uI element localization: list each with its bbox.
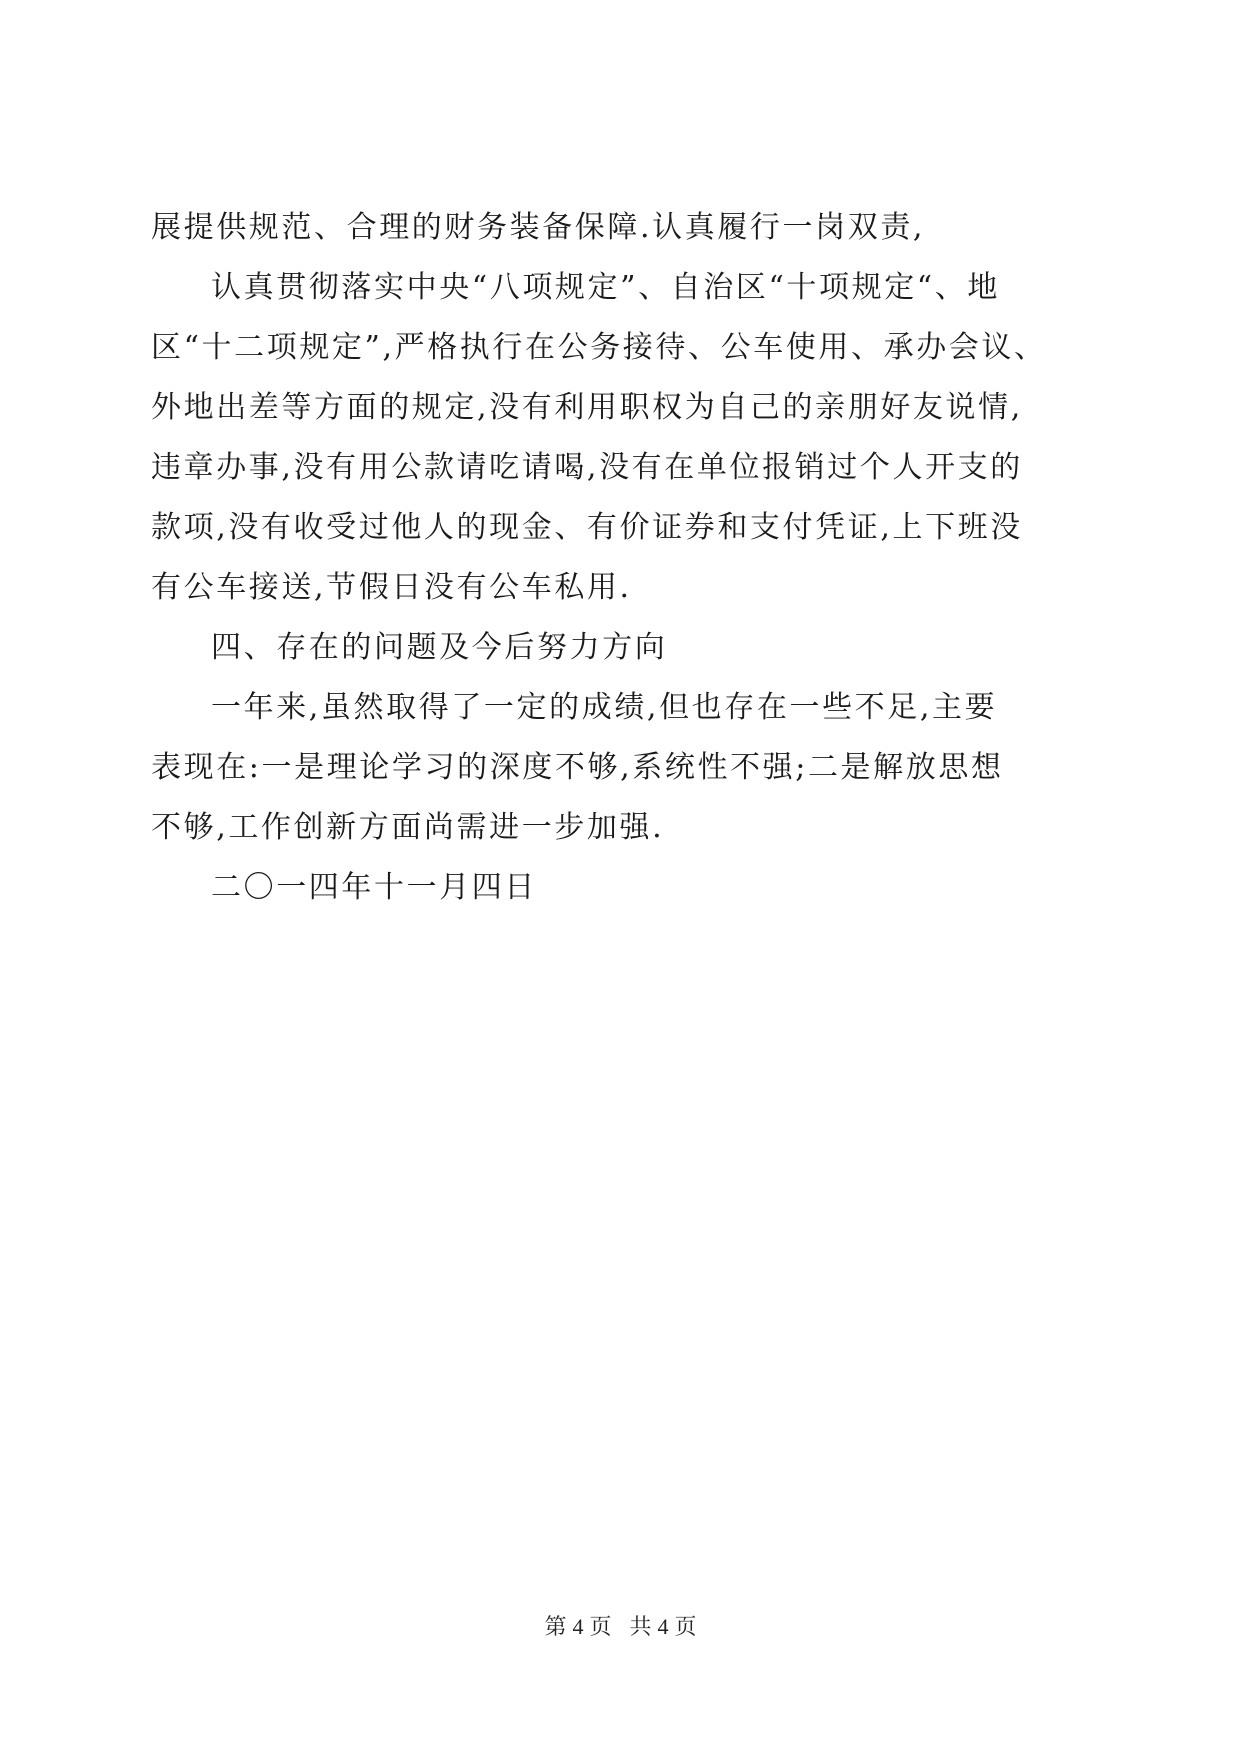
footer-total-pages: 4 xyxy=(657,1614,669,1639)
section-heading: 四、存在的问题及今后努力方向 xyxy=(211,630,668,665)
footer-page-number: 4 xyxy=(572,1614,584,1639)
footer-total-prefix: 共 xyxy=(629,1615,652,1640)
body-line-1: 展提供规范、合理的财务装备保障.认真履行一岗双责, xyxy=(151,210,926,245)
page-footer xyxy=(0,1612,1241,1643)
body-line-7: 有公车接送,节假日没有公车私用. xyxy=(151,570,632,605)
footer-page-unit: 页 xyxy=(589,1615,612,1640)
footer-total-unit: 页 xyxy=(674,1615,697,1640)
body-line-4: 外地出差等方面的规定,没有利用职权为自己的亲朋好友说情, xyxy=(151,390,1023,425)
body-line-10: 表现在:一是理论学习的深度不够,系统性不强;二是解放思想 xyxy=(151,750,1004,785)
body-line-11: 不够,工作创新方面尚需进一步加强. xyxy=(151,810,665,845)
body-line-6: 款项,没有收受过他人的现金、有价证券和支付凭证,上下班没 xyxy=(151,510,1023,545)
document-body xyxy=(151,198,1101,918)
footer-prefix: 第 xyxy=(544,1615,567,1640)
body-line-5: 违章办事,没有用公款请吃请喝,没有在单位报销过个人开支的 xyxy=(151,450,1023,485)
body-line-3: 区“十二项规定”,严格执行在公务接待、公车使用、承办会议、 xyxy=(151,330,1047,365)
document-date: 二〇一四年十一月四日 xyxy=(211,870,537,905)
body-line-9: 一年来,虽然取得了一定的成绩,但也存在一些不足,主要 xyxy=(211,690,998,725)
body-line-2: 认真贯彻落实中央“八项规定”、自治区“十项规定“、地 xyxy=(211,270,1000,305)
